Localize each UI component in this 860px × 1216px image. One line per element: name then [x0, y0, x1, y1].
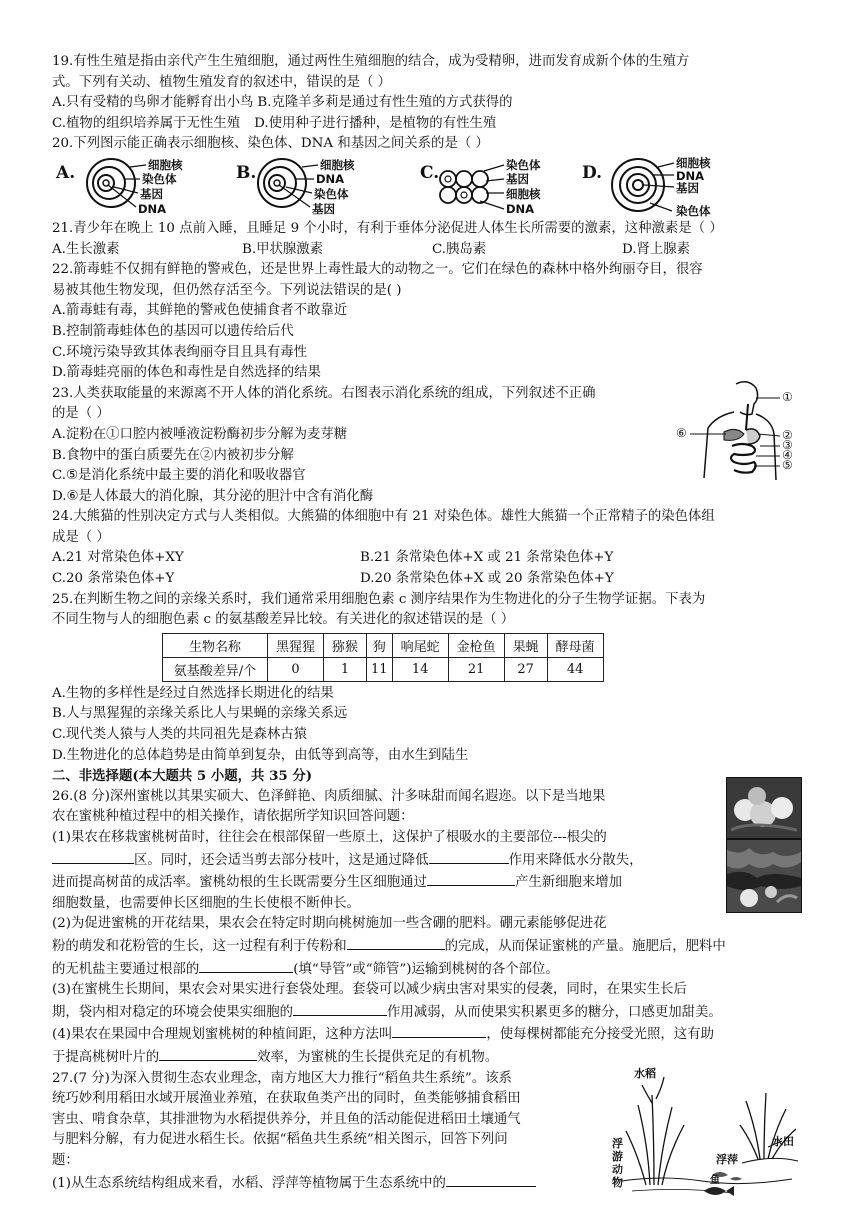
q23-option-c: C.⑤是消化系统中最主要的消化和吸收器官 [52, 468, 306, 484]
q19-options-row2 [52, 114, 812, 135]
q20-d-label-3: 基因 [676, 180, 699, 195]
table-cell: 27 [504, 657, 547, 681]
q20-diagram-b-letter: B. [236, 162, 257, 183]
q19-stem-line1: 19.有性生殖是指由亲代产生生殖细胞，通过两性生殖细胞的结合，成为受精卵，进而发育成新个体的生殖方 [52, 54, 690, 69]
q26-intro: (8 分)深州蜜桃以其果实硕大、色泽鲜艳、肉质细腻、汁多味甜而闻名遐迩。以下是当地果 [73, 788, 606, 804]
table-cell: 黑猩猩 [268, 633, 324, 657]
q21-stem: 21.青少年在晚上 10 点前入睡，且睡足 9 个小时，有利于垂体分泌促进人体生长所需要的激素，这种激素是（ ） [52, 220, 723, 236]
q24-stem-line2: 成是（ ） [52, 529, 110, 545]
table-cell: 猕猴 [324, 633, 367, 657]
q24-option-c: C.20 条常染色体+Y [52, 571, 175, 587]
q20-a-label-3: 基因 [140, 186, 163, 201]
q20-c-label-2: 基因 [506, 171, 529, 186]
digestive-label-2: ② [782, 427, 793, 442]
q22-stem-line2: 易被其他生物发现，但仍然存活至今。下列说法错误的是( ) [52, 282, 402, 298]
q20-a-label-1: 细胞核 [148, 157, 183, 172]
q20-c-label-1: 染色体 [506, 157, 541, 172]
label-zooplankton: 浮游动物 [612, 1136, 623, 1189]
q26-line-5 [52, 871, 812, 894]
table-cell: 21 [448, 657, 504, 681]
q26-text: 进而提高树苗的成活率。蜜桃幼根的生长既需要分生区细胞通过 [52, 875, 427, 891]
q20-diagram-c-figure [420, 157, 580, 219]
q20-stem: 20.下列图示能正确表示细胞核、染色体、DNA 和基因之间关系的是（ ） [52, 136, 489, 152]
answer-blank[interactable] [52, 849, 134, 864]
q20-diagram-d [582, 157, 742, 219]
q19-option-d: D.使用种子进行播种，是植物的有性生殖 [254, 115, 497, 131]
q20-diagram-a-letter: A. [56, 162, 76, 183]
q24-option-a: A.21 对常染色体+XY [52, 550, 184, 566]
table-cell: 果蝇 [504, 633, 547, 657]
digestive-label-5: ⑤ [782, 457, 793, 472]
digestive-system-figure [676, 376, 802, 480]
q20-diagram-b [236, 157, 396, 219]
q22-option-b: B.控制箭毒蛙体色的基因可以遗传给后代 [52, 323, 294, 339]
q26-line-4 [52, 849, 812, 872]
table-header-cell: 生物名称 [163, 633, 268, 657]
q23-stem-line1: 23.人类获取能量的来源离不开人体的消化系统。右图表示消化系统的组成，下列叙述不正确 [52, 385, 596, 401]
q20-d-label-1: 细胞核 [676, 155, 711, 170]
answer-blank[interactable] [446, 1172, 536, 1187]
q20-diagram-a [56, 157, 216, 219]
rice-fish-system-figure [612, 1063, 802, 1205]
q20-b-label-1: 细胞核 [320, 157, 355, 172]
q27-line-3: 害虫、啃食杂草，其排泄物为水稻提供养分，并且鱼的活动能促进稻田土壤通气 [52, 1111, 521, 1127]
table-cell: 响尾蛇 [392, 633, 448, 657]
q25-option-a: A.生物的多样性是经过自然选择长期进化的结果 [52, 685, 334, 701]
q26-line-11 [52, 1001, 812, 1024]
label-fish: 鱼 [710, 1174, 720, 1186]
q23-block [52, 384, 812, 508]
q26-line-12 [52, 1023, 812, 1046]
q26-text: ，使每棵树都能充分接受光照，这有助 [486, 1027, 714, 1043]
q26-line-9 [52, 958, 812, 981]
label-duckweed: 浮萍 [716, 1152, 738, 1166]
q22-option-a: A.箭毒蛙有毒，其鲜艳的警戒色使捕食者不敢靠近 [52, 303, 348, 319]
q20-c-label-3: 细胞核 [506, 186, 541, 201]
q22-option-d: D.箭毒蛙亮丽的体色和毒性是自然选择的结果 [52, 365, 321, 381]
digestive-label-4: ④ [782, 447, 793, 462]
q21-options [52, 240, 812, 261]
q26-text: 产生新细胞来增加 [514, 875, 623, 891]
q26-line-2: 农在蜜桃种植过程中的相关操作，请依据所学知识回答问题： [52, 809, 414, 825]
q20-a-label-2: 染色体 [142, 171, 177, 186]
label-rice: 水稻 [634, 1066, 656, 1080]
q21-option-b: B.甲状腺激素 [242, 241, 324, 257]
q26-text: 区。同时，还会适当剪去部分枝叶，这是通过降低 [134, 852, 429, 868]
q20-diagram-c [420, 157, 580, 219]
q26-line-7: (2)为促进蜜桃的开花结果，果农会在特定时期向桃树施加一些含硼的肥料。硼元素能够促进花 [52, 916, 607, 932]
q26-line-1 [52, 787, 812, 808]
q24-stem-line1: 24.大熊猫的性别决定方式与人类相似。大熊猫的体细胞中有 21 对染色体。雄性大熊猫一个正常精子的染色体组 [52, 509, 715, 525]
q24-options-row1 [52, 548, 812, 569]
q26-text: 作用减弱，从而使果实积累更多的糖分，口感更加甜美。 [387, 1004, 722, 1020]
q20-diagram-d-figure [582, 157, 742, 219]
q24-option-b: B.21 条常染色体+X 或 21 条常染色体+Y [360, 550, 614, 566]
q25-option-b: B.人与黑猩猩的亲缘关系比人与果蝇的亲缘关系远 [52, 706, 348, 722]
table-cell: 1 [324, 657, 367, 681]
answer-blank[interactable] [392, 1023, 486, 1038]
q26-text: 的完成，从而保证蜜桃的产量。施肥后，肥料中 [444, 938, 726, 954]
q26-text: 粉的萌发和花粉管的生长，这一过程有利于传粉和 [52, 938, 347, 954]
q27-line-2: 统巧妙利用稻田水域开展渔业养殖，在获取鱼类产出的同时，鱼类能够捕食稻田 [52, 1091, 521, 1107]
q20-a-label-4: DNA [138, 201, 167, 216]
q21-option-c: C.胰岛素 [432, 241, 487, 257]
q20-b-label-4: 基因 [312, 201, 335, 216]
q20-diagrams [52, 157, 812, 219]
q19-options-row1 [52, 93, 812, 114]
q26-text: (填“导管”或“筛管”)运输到桃树的各个部位。 [293, 961, 559, 977]
answer-blank[interactable] [427, 871, 515, 886]
q21-option-d: D.肾上腺素 [622, 241, 691, 257]
q20-diagram-c-letter: C. [420, 162, 440, 183]
q27-line-4: 与肥料分解，有力促进水稻生长。依据“稻鱼共生系统”相关图示，回答下列问 [52, 1132, 508, 1148]
q27-line-1: 27.(7 分)为深入贯彻生态农业理念，南方地区大力推行“稻鱼共生系统”。该系 [52, 1070, 512, 1086]
answer-blank[interactable] [159, 1046, 257, 1061]
q26-line-3: (1)果农在移栽蜜桃树苗时，往往会在根部保留一些原土，这保护了根吸水的主要部位---根尖的 [52, 830, 607, 845]
q24-options-row2 [52, 569, 812, 590]
q27-line-5: 题： [52, 1152, 79, 1168]
q27-text: (1)从生态系统结构组成来看，水稻、浮萍等植物属于生态系统中的 [52, 1175, 446, 1191]
q26-text: 效率，为蜜桃的生长提供充足的有机物。 [257, 1049, 499, 1065]
table-row [163, 633, 604, 657]
answer-blank[interactable] [429, 849, 509, 864]
q23-option-b: B.食物中的蛋白质要先在②内被初步分解 [52, 447, 294, 463]
digestive-label-6: ⑥ [676, 425, 687, 440]
answer-blank[interactable] [199, 958, 293, 973]
label-paddy-field: 水田 [772, 1134, 794, 1148]
q27-block [52, 1066, 812, 1195]
amino-acid-table [162, 633, 604, 682]
table-cell: 金枪鱼 [448, 633, 504, 657]
q24-option-d: D.20 条常染色体+X 或 20 条常染色体+Y [360, 571, 614, 587]
q22-stem-line1: 22.箭毒蛙不仅拥有鲜艳的警戒色，还是世界上毒性最大的动物之一。它们在绿色的森林中格外绚丽夺目，很容 [52, 262, 703, 278]
exam-page [52, 52, 812, 1194]
table-row [163, 657, 604, 681]
peach-tree-photo [726, 839, 802, 913]
q19-stem-line2: 式。下列有关动、植物生殖发育的叙述中，错误的是（ ） [52, 74, 392, 90]
table-cell: 0 [268, 657, 324, 681]
q23-stem-line2: 的是（ ） [52, 406, 110, 422]
q26-line-10: (3)在蜜桃生长期间，果农会对果实进行套袋处理。套袋可以减少病虫害对果实的侵袭，同时，在果实生长后 [52, 982, 687, 998]
table-header-cell: 氨基酸差异/个 [163, 657, 268, 681]
q20-d-label-2: DNA [676, 168, 705, 183]
q20-diagram-d-letter: D. [582, 162, 603, 183]
q26-text: 的无机盐主要通过根部的 [52, 961, 200, 977]
q20-diagram-a-figure [56, 157, 216, 219]
q19-option-c: C.植物的组织培养属于无性生殖 [52, 115, 241, 131]
digestive-label-3: ③ [782, 437, 793, 452]
q23-option-a: A.淀粉在①口腔内被唾液淀粉酶初步分解为麦芽糖 [52, 426, 348, 442]
peach-fruit-photo [726, 777, 802, 839]
q26-line-8 [52, 935, 812, 958]
q26-line-6: 细胞数量，也需要伸长区细胞的生长使根不断伸长。 [52, 895, 360, 911]
q26-text: 于提高桃树叶片的 [52, 1049, 160, 1065]
section-title: 二、非选择题(本大题共 5 小题，共 35 分) [52, 768, 313, 785]
q23-option-d: D.⑥是人体最大的消化腺，其分泌的胆汁中含有消化酶 [52, 488, 374, 504]
table-cell: 酵母菌 [547, 633, 603, 657]
q25-option-d: D.生物进化的总体趋势是由简单到复杂，由低等到高等，由水生到陆生 [52, 747, 469, 763]
table-cell: 14 [392, 657, 448, 681]
q26-number: 26. [52, 788, 74, 804]
answer-blank[interactable] [347, 935, 445, 950]
q20-d-label-4: 染色体 [676, 203, 711, 218]
q19-option-a: A.只有受精的鸟卵才能孵育出小鸟 [52, 95, 254, 111]
q20-b-label-2: DNA [316, 171, 345, 186]
q20-b-label-3: 染色体 [314, 186, 349, 201]
digestive-label-1: ① [782, 389, 793, 404]
q20-c-label-4: DNA [506, 201, 535, 216]
q25-stem-line1: 25.在判断生物之间的亲缘关系时，我们通常采用细胞色素 c 测序结果作为生物进化的分子生物学证据。下表为 [52, 591, 706, 607]
q26-text: 作用来降低水分散失， [508, 852, 643, 868]
q25-option-c: C.现代类人猿与人类的共同祖先是森林古猿 [52, 727, 308, 743]
q25-stem-line2: 不同生物与人的细胞色素 c 的氨基酸差异比较。有关进化的叙述错误的是（ ） [52, 612, 515, 628]
q22-option-c: C.环境污染导致其体表绚丽夺目且具有毒性 [52, 344, 308, 360]
table-cell: 狗 [367, 633, 393, 657]
q26-text: (4)果农在果园中合理规划蜜桃树的种植间距，这种方法叫 [52, 1027, 393, 1043]
table-cell: 11 [367, 657, 393, 681]
q21-option-a: A.生长激素 [52, 241, 120, 257]
answer-blank[interactable] [293, 1001, 387, 1016]
table-cell: 44 [547, 657, 603, 681]
q26-block [52, 787, 812, 1069]
q26-text: 期，袋内相对稳定的环境会使果实细胞的 [52, 1004, 294, 1020]
q19-option-b: B.克隆羊多莉是通过有性生殖的方式获得的 [257, 95, 513, 111]
